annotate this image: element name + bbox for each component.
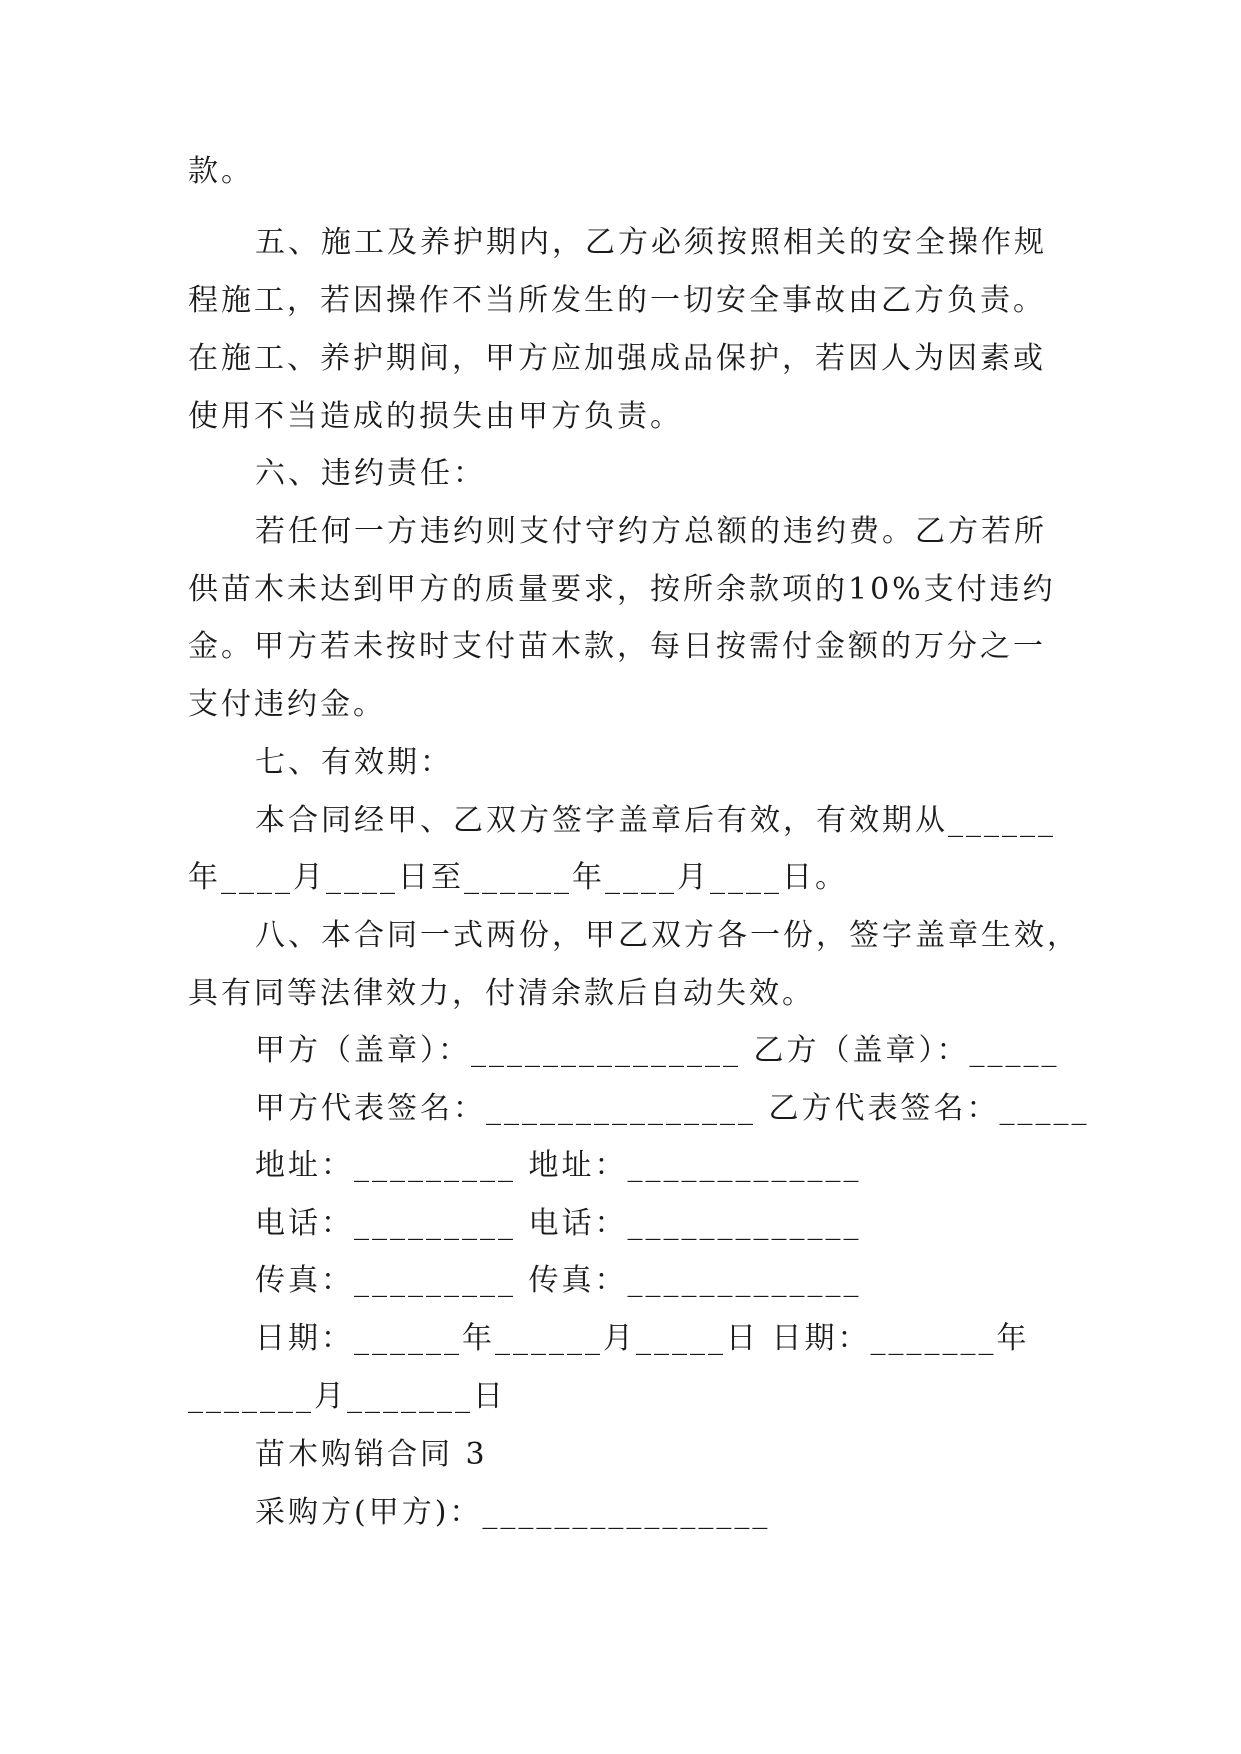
date-line-continued: _______月_______日 [188,1379,506,1414]
section-heading: 六、违约责任： [255,456,486,491]
text-line: 年____月____日至______年____月____日。 [188,860,848,895]
signature-line-representative: 甲方代表签名：_______________ 乙方代表签名：_____ [255,1091,1090,1126]
text-line: 若任何一方违约则支付守约方总额的违约费。乙方若所 [255,514,1047,549]
text-line: 具有同等法律效力，付清余款后自动失效。 [188,976,815,1011]
section-heading: 七、有效期： [255,745,453,780]
contract-title: 苗木购销合同 3 [255,1437,488,1472]
text-line: 款。 [188,154,254,189]
text-line: 程施工，若因操作不当所发生的一切安全事故由乙方负责。 [188,283,1046,318]
phone-line: 电话：_________ 电话：_____________ [255,1206,862,1241]
address-line: 地址：_________ 地址：_____________ [255,1148,862,1183]
text-line: 五、施工及养护期内，乙方必须按照相关的安全操作规 [255,225,1047,260]
signature-line-seal: 甲方（盖章）：_______________ 乙方（盖章）：_____ [255,1033,1060,1068]
text-line: 本合同经甲、乙双方签字盖章后有效，有效期从______ [255,803,1056,838]
date-line: 日期：______年______月_____日 日期：_______年 [255,1321,1030,1356]
fax-line: 传真：_________ 传真：_____________ [255,1263,862,1298]
text-line: 八、本合同一式两份，甲乙双方各一份，签字盖章生效， [255,918,1080,953]
text-line: 金。甲方若未按时支付苗木款，每日按需付金额的万分之一 [188,629,1046,664]
purchaser-line: 采购方(甲方)：________________ [255,1495,771,1530]
text-line: 供苗木未达到甲方的质量要求，按所余款项的10%支付违约 [188,572,1056,607]
text-line: 使用不当造成的损失由甲方负责。 [188,399,683,434]
text-line: 支付违约金。 [188,687,386,722]
text-line: 在施工、养护期间，甲方应加强成品保护，若因人为因素或 [188,341,1046,376]
